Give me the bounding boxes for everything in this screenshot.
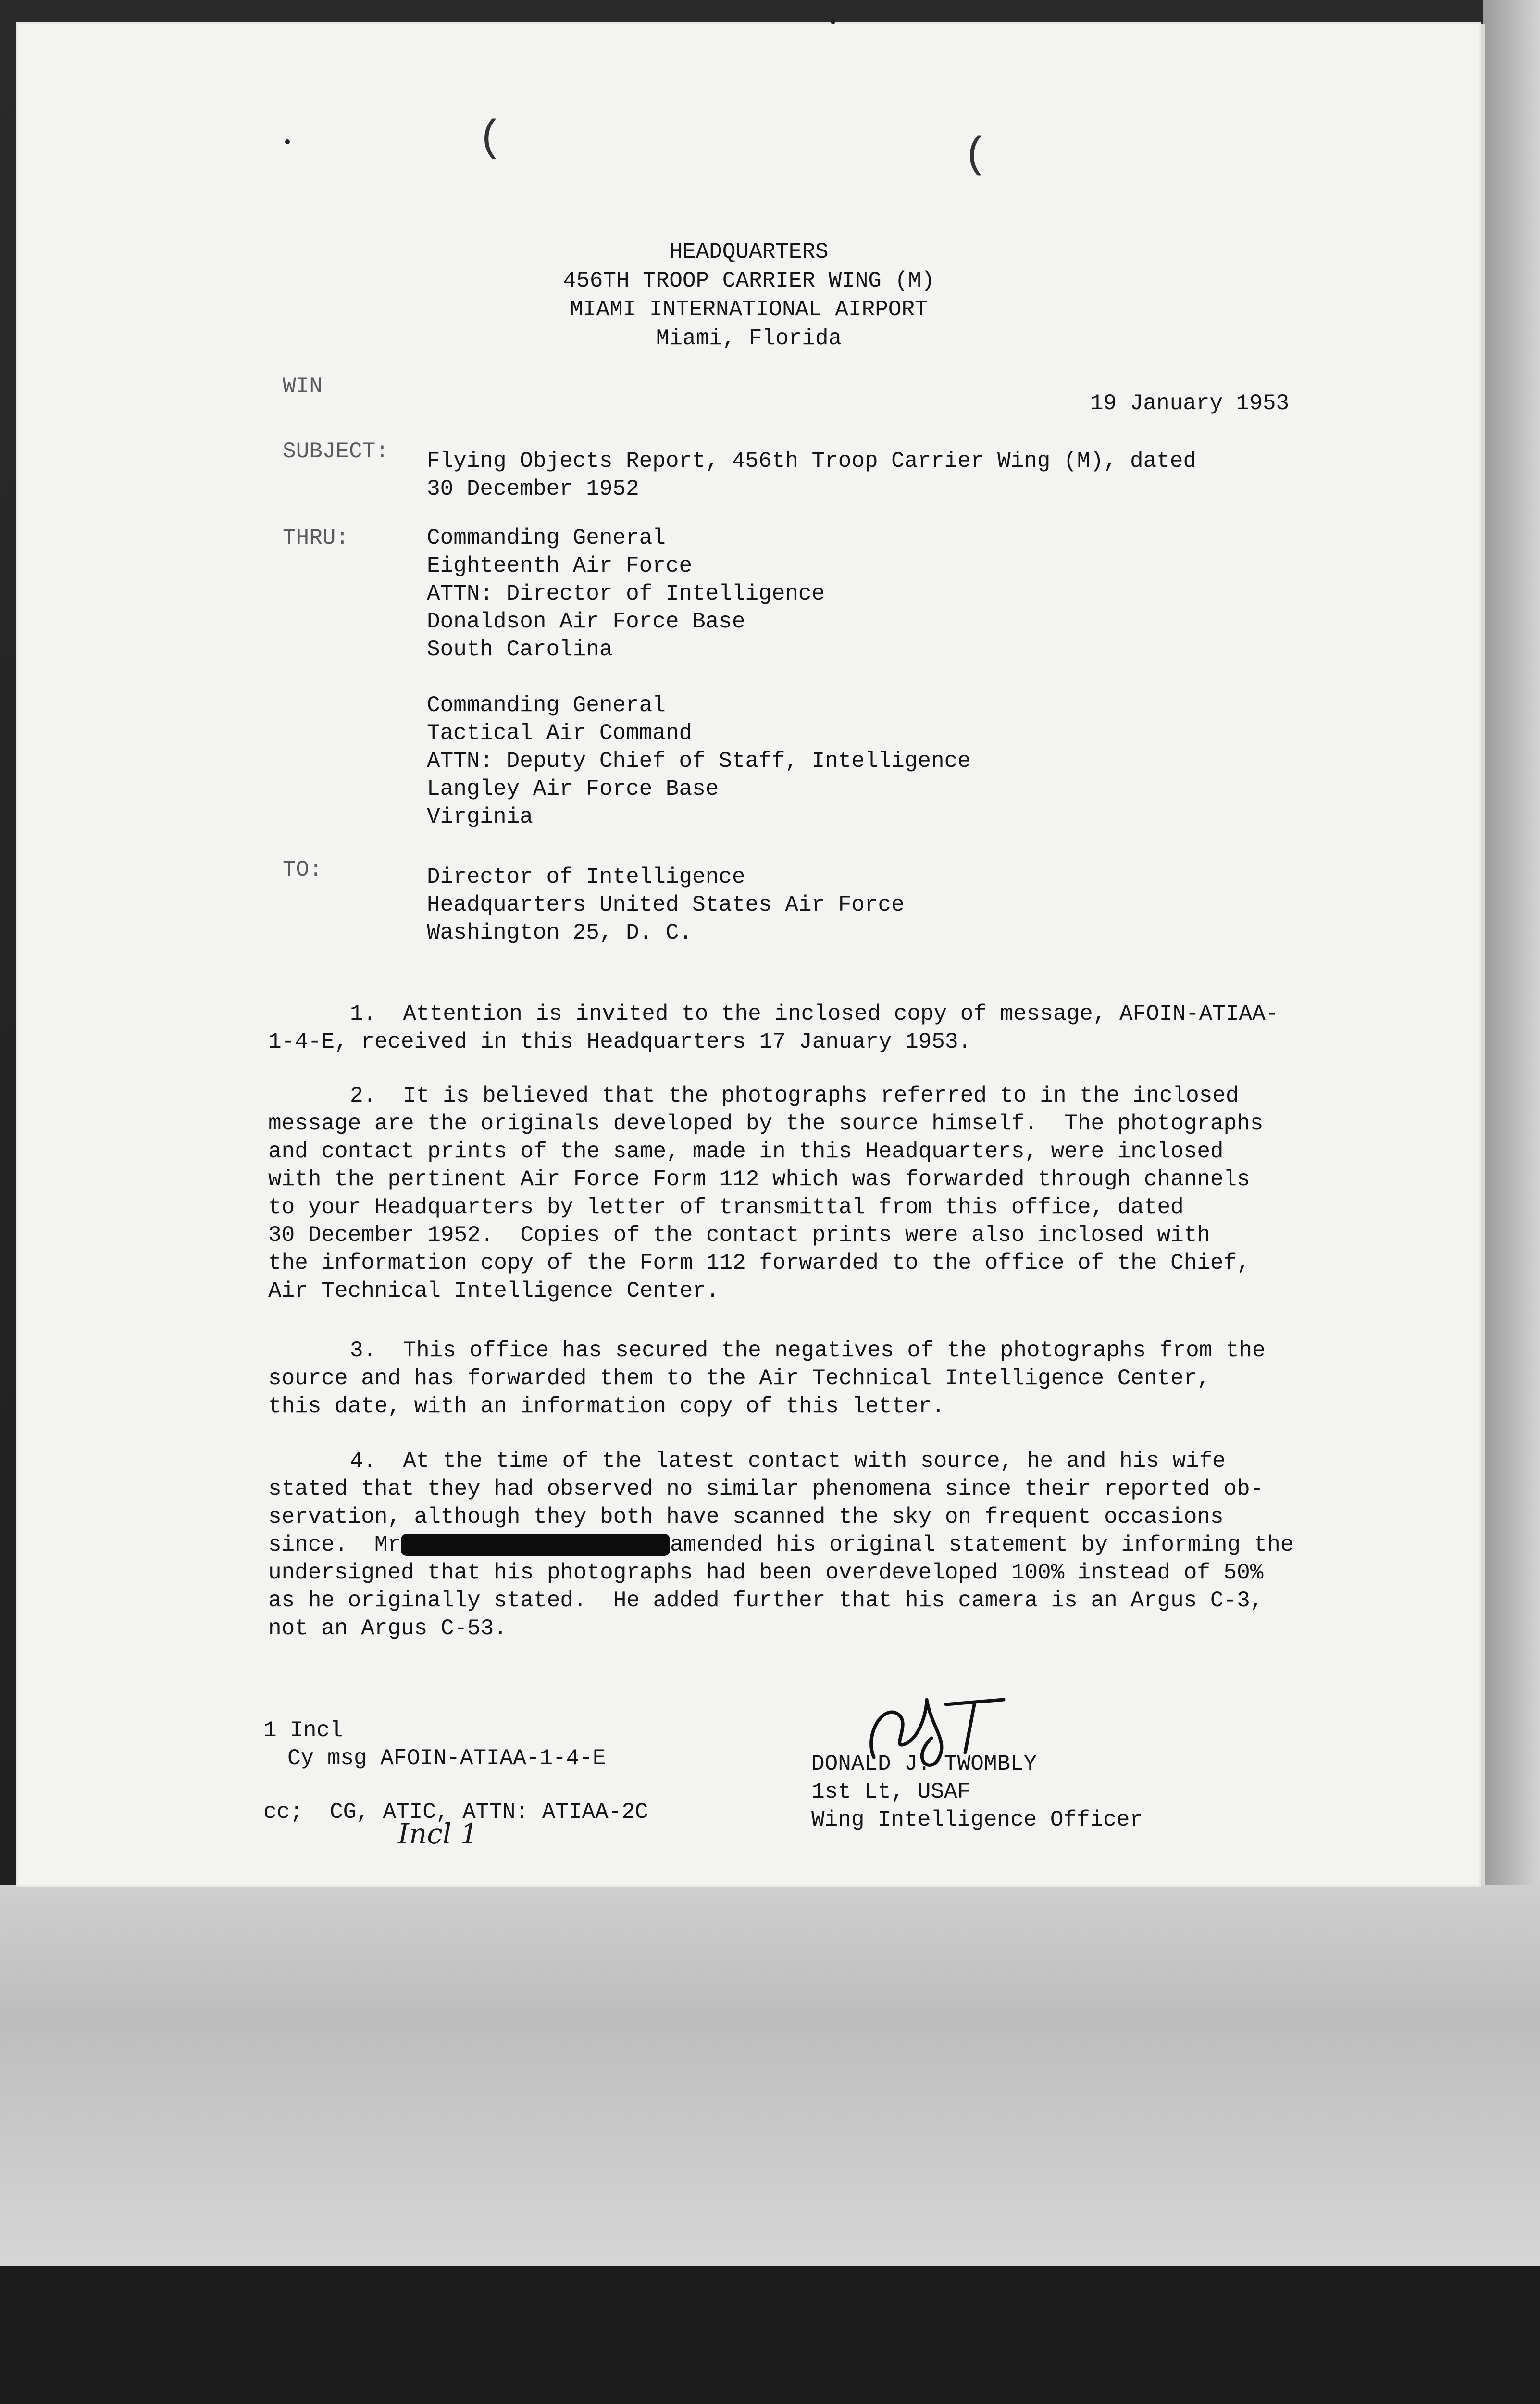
thru-block2-line: Commanding General bbox=[427, 693, 666, 718]
thru-block1-line: Commanding General bbox=[427, 526, 666, 551]
para2-line: to your Headquarters by letter of transmittal from this office, dated bbox=[268, 1195, 1184, 1220]
letter-date: 19 January 1953 bbox=[1090, 391, 1290, 416]
letterhead-line-2: 456TH TROOP CARRIER WING (M) bbox=[563, 268, 935, 293]
para4-line: servation, although they both have scanned the sky on frequent occasions bbox=[268, 1504, 1224, 1529]
signer-title: Wing Intelligence Officer bbox=[811, 1807, 1143, 1832]
inclosure-description: Cy msg AFOIN-ATIAA-1-4-E bbox=[287, 1746, 606, 1771]
thru-block1-line: South Carolina bbox=[427, 637, 613, 662]
redaction-block bbox=[401, 1534, 670, 1556]
speck bbox=[285, 139, 290, 144]
cc-line: cc; CG, ATIC, ATTN: ATIAA-2C bbox=[263, 1800, 648, 1825]
para2-line: with the pertinent Air Force Form 112 which was forwarded through channels bbox=[268, 1167, 1250, 1192]
subject-line-2: 30 December 1952 bbox=[427, 476, 639, 501]
para3-line: this date, with an information copy of this letter. bbox=[268, 1394, 945, 1419]
para2-line: message are the originals developed by the source himself. The photographs bbox=[268, 1111, 1264, 1136]
signer-name: DONALD J. TWOMBLY bbox=[811, 1752, 1037, 1777]
punch-mark-left: ( bbox=[477, 114, 504, 163]
thru-label: THRU: bbox=[283, 526, 349, 551]
signer-rank: 1st Lt, USAF bbox=[811, 1779, 971, 1804]
para4-line: as he originally stated. He added further that his camera is an Argus C-3, bbox=[268, 1588, 1264, 1613]
subject-line-1: Flying Objects Report, 456th Troop Carrier Wing (M), dated bbox=[427, 449, 1197, 474]
thru-block2-line: Virginia bbox=[427, 804, 533, 829]
handwritten-incl-note: Incl 1 bbox=[398, 1817, 478, 1850]
letterhead-line-1: HEADQUARTERS bbox=[669, 239, 829, 264]
para4-line: not an Argus C-53. bbox=[268, 1616, 507, 1641]
office-symbol: WIN bbox=[283, 374, 323, 399]
inclosure-count: 1 Incl bbox=[263, 1718, 343, 1743]
to-line: Director of Intelligence bbox=[427, 864, 745, 889]
para4-line-start bbox=[268, 1531, 1293, 1559]
para4-line: undersigned that his photographs had been overdeveloped 100% instead of 50% bbox=[268, 1560, 1264, 1585]
para2-line: 2. It is believed that the photographs referred to in the inclosed bbox=[350, 1083, 1239, 1108]
letterhead-line-4: Miami, Florida bbox=[656, 326, 842, 351]
para2-line: the information copy of the Form 112 forwarded to the office of the Chief, bbox=[268, 1251, 1250, 1276]
para4-line: stated that they had observed no similar phenomena since their reported ob- bbox=[268, 1477, 1264, 1502]
speck bbox=[831, 19, 835, 24]
film-edge-strip bbox=[1483, 0, 1540, 1885]
thru-block1-line: ATTN: Director of Intelligence bbox=[427, 581, 825, 606]
para1-line: 1-4-E, received in this Headquarters 17 January 1953. bbox=[268, 1029, 972, 1054]
thru-block2-line: ATTN: Deputy Chief of Staff, Intelligence bbox=[427, 749, 971, 774]
para3-line: source and has forwarded them to the Air Technical Intelligence Center, bbox=[268, 1366, 1210, 1391]
document-page bbox=[18, 24, 1479, 1885]
para3-line: 3. This office has secured the negatives of the photographs from the bbox=[350, 1338, 1266, 1363]
para4-text: amended his original statement by informing the bbox=[670, 1532, 1294, 1557]
para2-line: Air Technical Intelligence Center. bbox=[268, 1278, 720, 1303]
punch-mark-right: ( bbox=[963, 131, 989, 180]
thru-block1-line: Donaldson Air Force Base bbox=[427, 609, 745, 634]
para2-line: 30 December 1952. Copies of the contact prints were also inclosed with bbox=[268, 1223, 1210, 1248]
letterhead-line-3: MIAMI INTERNATIONAL AIRPORT bbox=[570, 297, 928, 322]
thru-block1-line: Eighteenth Air Force bbox=[427, 553, 693, 578]
subject-label: SUBJECT: bbox=[283, 439, 389, 464]
para4-text: since. Mr bbox=[268, 1532, 401, 1557]
scan-lower-area bbox=[0, 1885, 1540, 2266]
para1-line: 1. Attention is invited to the inclosed copy of message, AFOIN-ATIAA- bbox=[350, 1002, 1279, 1027]
para2-line: and contact prints of the same, made in this Headquarters, were inclosed bbox=[268, 1139, 1224, 1164]
to-line: Headquarters United States Air Force bbox=[427, 892, 905, 917]
thru-block2-line: Tactical Air Command bbox=[427, 721, 693, 746]
thru-block2-line: Langley Air Force Base bbox=[427, 776, 719, 801]
to-label: TO: bbox=[283, 857, 323, 882]
para4-line: 4. At the time of the latest contact with source, he and his wife bbox=[350, 1449, 1226, 1474]
to-line: Washington 25, D. C. bbox=[427, 920, 693, 945]
